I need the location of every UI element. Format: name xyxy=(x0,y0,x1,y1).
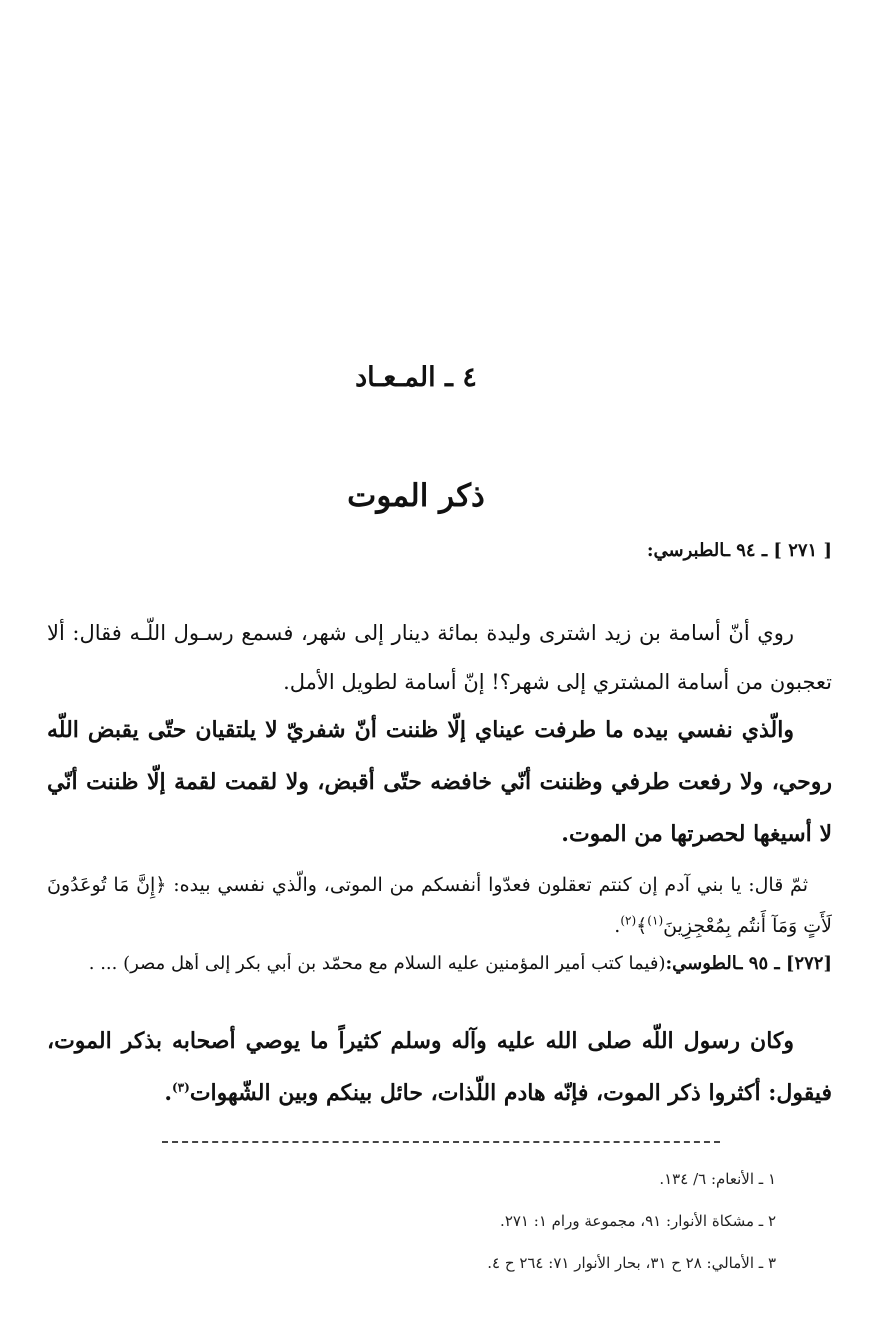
hadith-text: وكان رسول اللّه صلى الله عليه وآله وسلم كثيراً ما يوصي أصحابه بذكر الموت، فيقول: أكثروا ذكر الموت، فإنّه هادم اللّذات، حائل بينكم وبين الشّهوات xyxy=(47,1028,832,1106)
footnote: ٢ ـ مشكاة الأنوار: ٩١، مجموعة ورام ١: ٢٧١. xyxy=(500,1212,776,1230)
hadith-context: (فيما كتب أمير المؤمنين عليه السلام مع محمّد بن أبي بكر إلى أهل مصر) ... . xyxy=(88,953,666,974)
end-punctuation: . xyxy=(614,915,621,937)
end-punctuation: . xyxy=(164,1080,172,1106)
hadith-text: ثمّ قال: يا بني آدم إن كنتم تعقلون فعدّوا أنفسكم من الموتى، والّذي نفسي بيده: ﴿إِنَّ مَا تُوعَدُونَ لَأَتٍ وَمَآ أَنتُم بِمُعْجِزِينَ xyxy=(47,874,832,937)
section-title: ذكر الموت xyxy=(347,478,485,514)
footnote: ٣ ـ الأمالي: ٢٨ ح ٣١، بحار الأنوار ٧١: ٢٦٤ ح ٤. xyxy=(487,1254,776,1272)
footnote: ١ ـ الأنعام: ٦/ ١٣٤. xyxy=(659,1170,776,1188)
hadith-reference-271 xyxy=(42,540,832,561)
footnote-mark: (٢) xyxy=(620,913,637,928)
hadith-quote-paragraph xyxy=(47,1015,832,1119)
quran-bracket: ﴾ xyxy=(636,915,648,937)
footnote-mark: (٣) xyxy=(171,1080,190,1095)
hadith-number: [٢٧٢] ـ ٩٥ ـ xyxy=(737,953,832,974)
footnote-divider xyxy=(162,1141,720,1143)
hadith-quote-paragraph: والّذي نفسي بيده ما طرفت عيناي إلّا ظننت أنّ شفريّ لا يلتقيان حتّى يقبض اللّه روحي، ولا رفعت طرفي وظننت أنّي خافضه حتّى أقبض، ولا لقمت لقمة إلّا ظننت أنّي لا أسيغها لحصرتها من الموت. xyxy=(47,717,832,847)
chapter-title: ٤ ـ المـعـاد xyxy=(355,362,477,393)
hadith-number: [ ٢٧١ ] ـ ٩٤ ـ xyxy=(724,540,832,561)
hadith-source: الطبرسي: xyxy=(646,540,725,561)
footnote-mark: (١) xyxy=(647,913,664,928)
hadith-reference-272 xyxy=(42,953,832,974)
hadith-source: الطوسي: xyxy=(665,953,738,974)
hadith-paragraph: روي أنّ أسامة بن زيد اشترى وليدة بمائة دينار إلى شهر، فسمع رسـول اللّـه فقال: ألا تعجبون من أسامة المشتري إلى شهر؟! إنّ أسامة لطويل الأمل. xyxy=(47,621,832,694)
hadith-paragraph xyxy=(47,865,832,947)
